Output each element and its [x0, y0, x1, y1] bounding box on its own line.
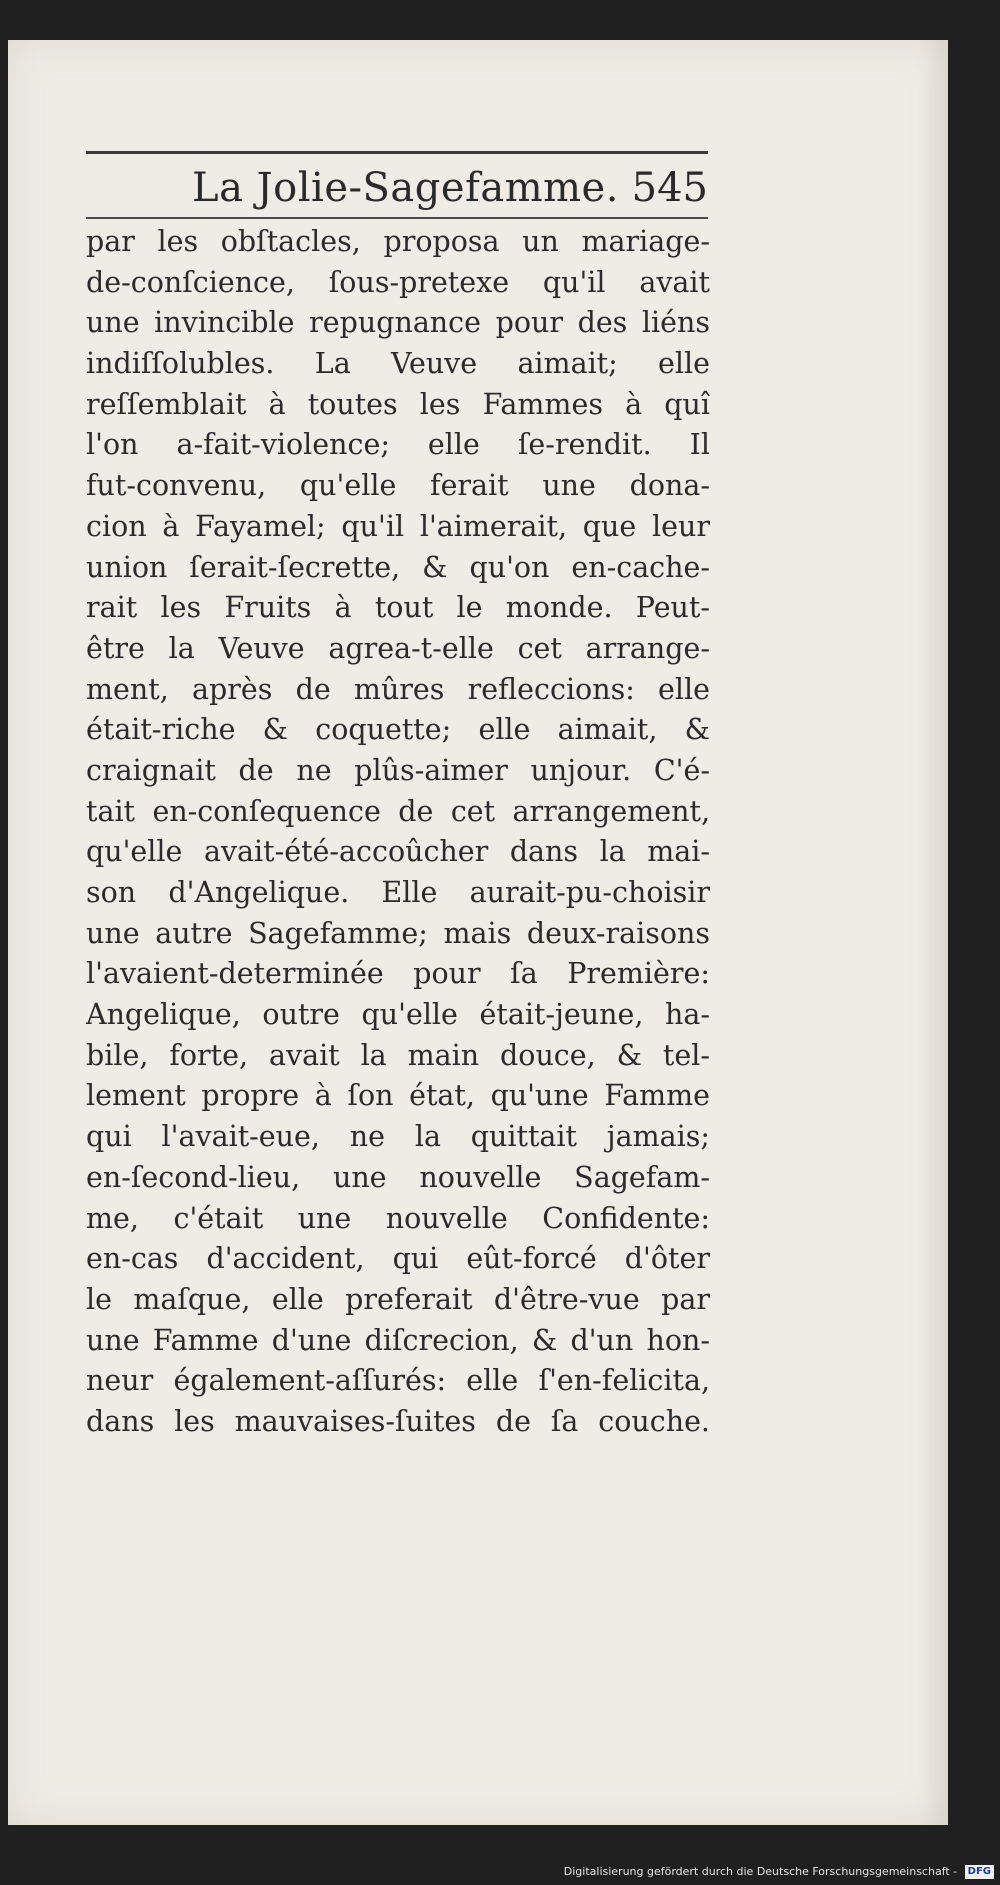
text-line: rait les Fruits à tout le monde. Peut-: [86, 591, 710, 625]
page-number: 545: [631, 165, 708, 211]
text-line: son d'Angelique. Elle aurait-pu-choisir: [86, 876, 710, 909]
text-line: craignait de ne plûs-aimer unjour. C'é-: [86, 753, 710, 787]
text-line: indiſſolubles. La Veuve aimait; elle: [86, 347, 710, 381]
header-rule-top: [86, 151, 708, 154]
text-line: Angelique, outre qu'elle était-jeune, ha-: [86, 998, 710, 1032]
body-text: [86, 222, 710, 1443]
text-line: ment, après de mûres refleccions: elle: [86, 672, 710, 706]
text-line: une autre Sagefamme; mais deux-raisons: [86, 916, 710, 950]
text-line: tait en-conſequence de cet arrangement,: [86, 794, 710, 828]
text-line: reſſemblait à toutes les Fammes à quî: [86, 387, 710, 421]
text-line: lement propre à ſon état, qu'une Famme: [86, 1079, 710, 1113]
text-line: qu'elle avait-été-accoûcher dans la mai-: [86, 835, 710, 869]
text-line: par les obſtacles, proposa un mariage-: [86, 225, 710, 258]
text-line: bile, forte, avait la main douce, & tel-: [86, 1038, 710, 1072]
text-line: être la Veuve agrea-t-elle cet arrange-: [86, 631, 710, 665]
text-line: une invincible repugnance pour des liéns: [86, 306, 710, 340]
text-line: en-cas d'accident, qui eût-forcé d'ôter: [86, 1242, 710, 1276]
dfg-logo: DFG: [965, 1865, 994, 1879]
text-line: l'on a-fait-violence; elle ſe-rendit. Il: [86, 428, 710, 462]
text-line: le maſque, elle preferait d'être-vue par: [86, 1282, 710, 1316]
text-line: était-riche & coquette; elle aimait, &: [86, 713, 710, 747]
credit-text: Digitalisierung gefördert durch die Deutsche Forschungsgemeinschaft -: [563, 1865, 958, 1878]
text-line: me, c'était une nouvelle Confidente:: [86, 1201, 710, 1235]
text-line: neur également-aſſurés: elle ſ'en-felicita,: [86, 1364, 710, 1398]
text-line: dans les mauvaises-ſuites de ſa couche.: [86, 1404, 710, 1438]
text-line: l'avaient-determinée pour ſa Première:: [86, 957, 710, 991]
digitization-credit: [564, 1862, 994, 1882]
text-line: cion à Fayamel; qu'il l'aimerait, que leur: [86, 509, 710, 543]
running-head: [86, 158, 708, 218]
text-line: une Famme d'une diſcrecion, & d'un hon-: [86, 1323, 710, 1357]
text-line: fut-convenu, qu'elle ferait une dona-: [86, 469, 710, 503]
text-line: en-ſecond-lieu, une nouvelle Sagefam-: [86, 1160, 710, 1194]
running-title: La Jolie-Sagefamme.: [192, 165, 619, 211]
text-line: qui l'avait-eue, ne la quittait jamais;: [86, 1120, 710, 1154]
header-rule-bottom: [86, 217, 708, 219]
text-line: de-conſcience, ſous-pretexe qu'il avait: [86, 265, 710, 299]
text-line: union ſerait-ſecrette, & qu'on en-cache-: [86, 550, 710, 584]
